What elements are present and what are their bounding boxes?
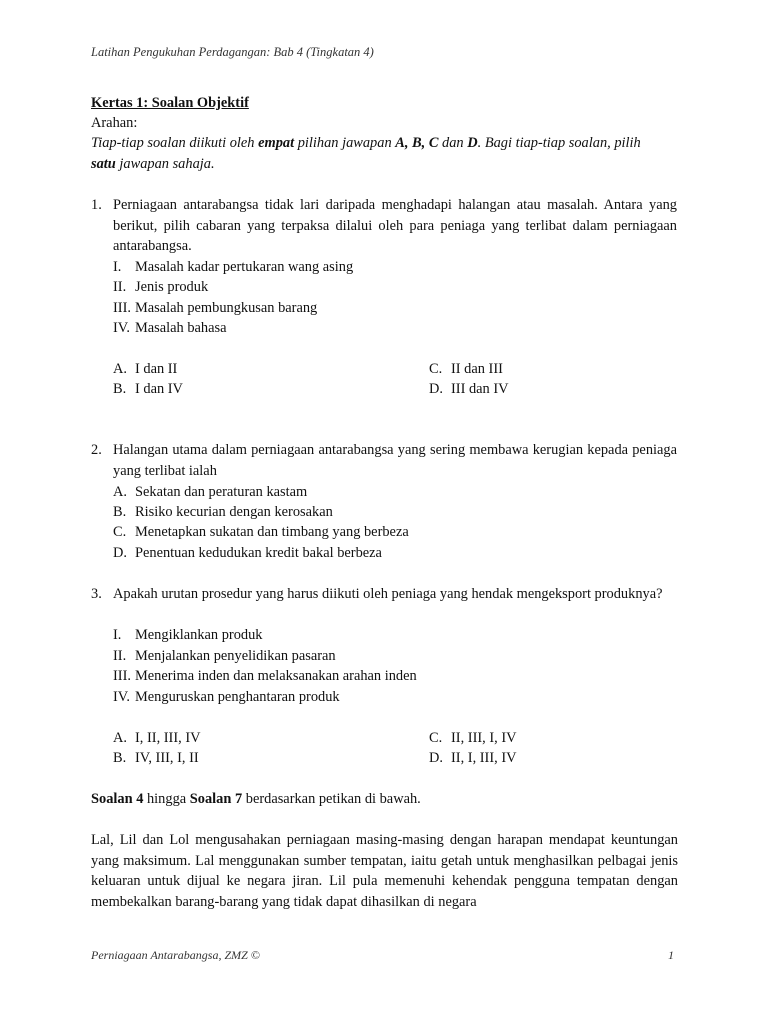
answer-option[interactable] bbox=[113, 543, 382, 563]
instr-bold: A, B, C bbox=[395, 135, 439, 151]
answer-option[interactable] bbox=[113, 502, 333, 522]
answer-option[interactable] bbox=[113, 482, 307, 502]
option-text: Menetapkan sukatan dan timbang yang berbeza bbox=[135, 524, 409, 540]
option-text: I dan II bbox=[135, 361, 178, 377]
item-label: II. bbox=[113, 279, 127, 295]
option-text: III dan IV bbox=[451, 381, 509, 397]
answer-option[interactable] bbox=[429, 748, 517, 768]
answer-option[interactable] bbox=[113, 379, 183, 399]
option-text: II dan III bbox=[451, 361, 503, 377]
option-text: Penentuan kedudukan kredit bakal berbeza bbox=[135, 545, 382, 561]
instr-text: pilihan jawapan bbox=[294, 135, 396, 151]
item-text: Masalah pembungkusan barang bbox=[135, 300, 318, 316]
page-header: Latihan Pengukuhan Perdagangan: Bab 4 (Tingkatan 4) bbox=[91, 45, 374, 59]
statement-item bbox=[113, 666, 417, 686]
section-title: Kertas 1: Soalan Objektif bbox=[91, 95, 249, 111]
intro-bold: Soalan 7 bbox=[189, 791, 243, 807]
instr-bold: satu bbox=[91, 156, 116, 172]
question-text: Halangan utama dalam perniagaan antarabangsa yang sering membawa kerugian kepada peniaga yang terlibat ialah bbox=[113, 442, 677, 479]
option-label: A. bbox=[113, 484, 127, 500]
intro-text: berdasarkan petikan di bawah. bbox=[242, 791, 421, 807]
instr-text: jawapan sahaja. bbox=[115, 156, 215, 172]
item-text: Menjalankan penyelidikan pasaran bbox=[135, 648, 336, 664]
item-label: IV. bbox=[113, 689, 130, 705]
statement-item bbox=[113, 277, 208, 297]
item-text: Masalah bahasa bbox=[135, 320, 227, 336]
item-label: II. bbox=[113, 648, 127, 664]
option-text: II, I, III, IV bbox=[451, 750, 517, 766]
answer-option[interactable] bbox=[429, 728, 517, 748]
question-number: 3. bbox=[91, 586, 102, 602]
item-text: Mengiklankan produk bbox=[135, 627, 263, 643]
instr-bold: D bbox=[467, 135, 478, 151]
item-label: III. bbox=[113, 668, 131, 684]
intro-bold: Soalan 4 bbox=[91, 791, 144, 807]
question-number: 2. bbox=[91, 442, 102, 458]
instructions-line-1 bbox=[91, 133, 641, 153]
option-label: B. bbox=[113, 750, 127, 766]
option-text: II, III, I, IV bbox=[451, 730, 517, 746]
option-text: I, II, III, IV bbox=[135, 730, 201, 746]
instr-text: . Bagi tiap-tiap soalan, pilih bbox=[477, 135, 641, 151]
option-label: C. bbox=[429, 361, 443, 377]
option-text: I dan IV bbox=[135, 381, 183, 397]
intro-text: hingga bbox=[143, 791, 190, 807]
option-label: C. bbox=[113, 524, 127, 540]
option-text: Risiko kecurian dengan kerosakan bbox=[135, 504, 333, 520]
answer-option[interactable] bbox=[113, 748, 199, 768]
option-label: D. bbox=[429, 381, 443, 397]
statement-item bbox=[113, 257, 353, 277]
answer-option[interactable] bbox=[429, 379, 509, 399]
option-text: IV, III, I, II bbox=[135, 750, 199, 766]
option-label: B. bbox=[113, 381, 127, 397]
option-label: A. bbox=[113, 730, 127, 746]
answer-option[interactable] bbox=[113, 522, 409, 542]
statement-item bbox=[113, 646, 336, 666]
instructions-line-2 bbox=[91, 154, 215, 174]
option-label: D. bbox=[113, 545, 127, 561]
option-label: A. bbox=[113, 361, 127, 377]
option-label: C. bbox=[429, 730, 443, 746]
passage-text: Lal, Lil dan Lol mengusahakan perniagaan masing-masing dengan harapan mendapat keuntungan yang maksimum. Lal menggunakan sumber tempatan, iaitu getah untuk menghasilkan pelbagai jenis keluaran untuk dijual ke negara jiran. Lil pula memenuhi kehendak pengguna tempatan dengan membekalkan barang-barang yang tidak dapat dihasilkan di negara bbox=[91, 832, 678, 910]
item-label: III. bbox=[113, 300, 131, 316]
statement-item bbox=[113, 318, 227, 338]
question-text: Apakah urutan prosedur yang harus diikuti oleh peniaga yang hendak mengeksport produknya? bbox=[113, 586, 663, 602]
statement-item bbox=[113, 298, 317, 318]
option-text: Sekatan dan peraturan kastam bbox=[135, 484, 308, 500]
question-text: Perniagaan antarabangsa tidak lari daripada menghadapi halangan atau masalah. Antara yang berikut, pilih cabaran yang terpaksa dilalui oleh para peniaga yang terlibat dalam perniagaan antarabangsa. bbox=[113, 197, 677, 254]
answer-option[interactable] bbox=[429, 359, 503, 379]
item-text: Menerima inden dan melaksanakan arahan inden bbox=[135, 668, 417, 684]
page-footer: Perniagaan Antarabangsa, ZMZ © bbox=[91, 948, 260, 962]
instr-text: dan bbox=[438, 135, 468, 151]
answer-option[interactable] bbox=[113, 728, 201, 748]
item-label: IV. bbox=[113, 320, 130, 336]
answer-option[interactable] bbox=[113, 359, 177, 379]
statement-item bbox=[113, 625, 263, 645]
question-number: 1. bbox=[91, 197, 102, 213]
instructions-label: Arahan: bbox=[91, 115, 138, 131]
instr-bold: empat bbox=[258, 135, 295, 151]
item-text: Masalah kadar pertukaran wang asing bbox=[135, 259, 354, 275]
item-label: I. bbox=[113, 627, 122, 643]
instr-text: Tiap-tiap soalan diikuti oleh bbox=[91, 135, 259, 151]
item-text: Menguruskan penghantaran produk bbox=[135, 689, 340, 705]
option-label: B. bbox=[113, 504, 127, 520]
statement-item bbox=[113, 687, 340, 707]
passage-intro bbox=[91, 789, 421, 809]
option-label: D. bbox=[429, 750, 443, 766]
item-label: I. bbox=[113, 259, 122, 275]
item-text: Jenis produk bbox=[135, 279, 209, 295]
page-number: 1 bbox=[668, 948, 674, 962]
